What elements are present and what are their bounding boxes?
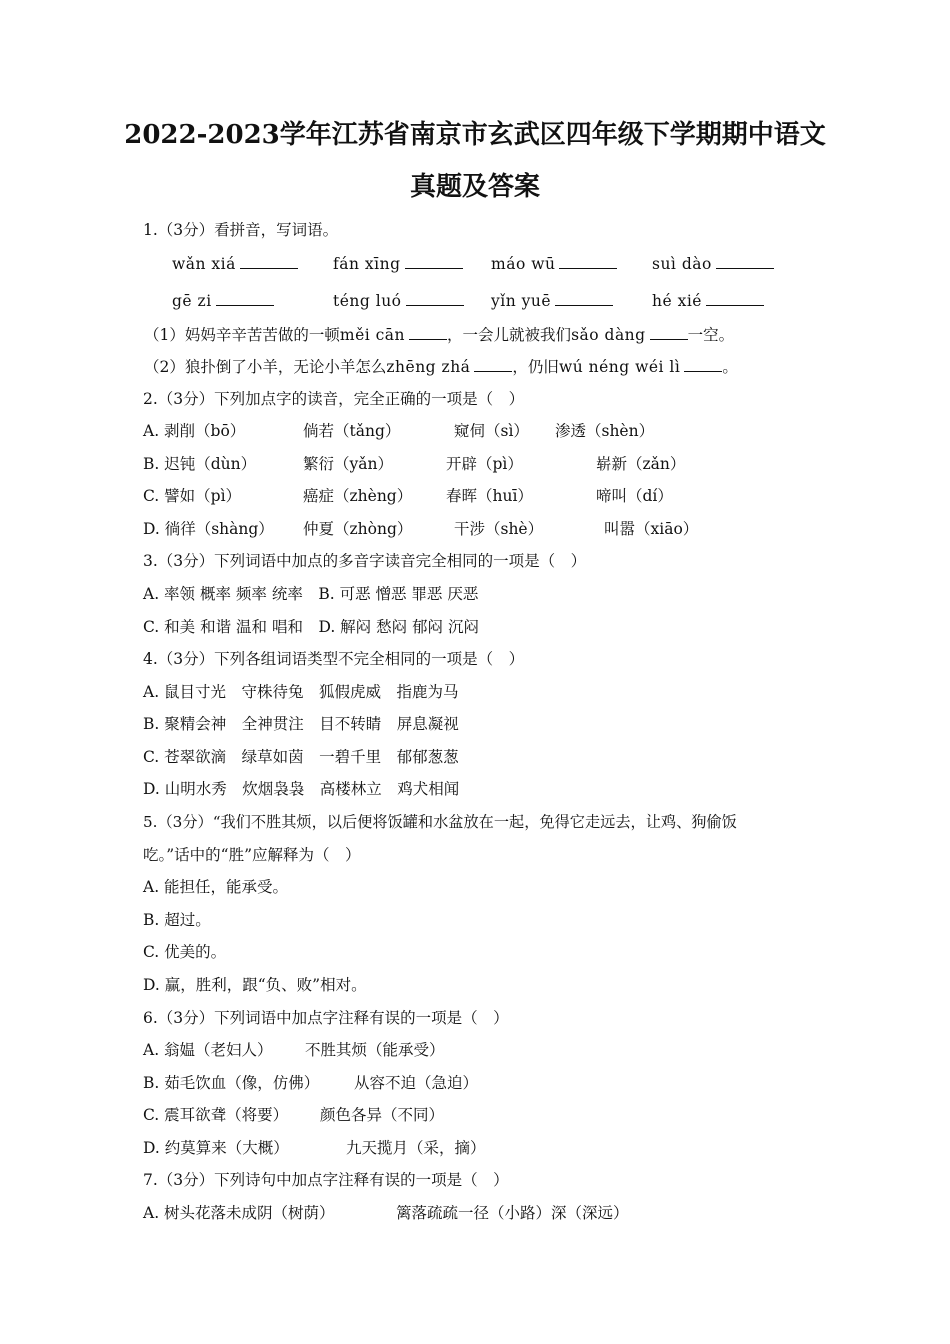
- question-6-option-a-second: 不胜其烦（能承受）: [305, 1041, 445, 1059]
- question-5-option-d[interactable]: D. 赢，胜利，跟“负、败”相对。: [143, 976, 367, 994]
- question-2-stem: 2.（3分）下列加点字的读音，完全正确的一项是（ ）: [143, 390, 525, 408]
- option-b-item: 崭新（zǎn）: [596, 455, 686, 473]
- answer-blank[interactable]: [216, 290, 274, 306]
- question-5-stem-line2: 吃。”话中的“胜”应解释为（ ）: [143, 846, 361, 864]
- question-5-option-c[interactable]: C. 优美的。: [143, 943, 227, 961]
- answer-blank[interactable]: [684, 356, 722, 372]
- pinyin-item: máo wū: [491, 253, 617, 274]
- question-3-stem: 3.（3分）下列词语中加点的多音字读音完全相同的一项是（ ）: [143, 552, 587, 570]
- option-d-item[interactable]: D. 徜徉（shàng）: [143, 520, 274, 538]
- question-1-sentence-2: （2）狼扑倒了小羊，无论小羊怎么zhēng zhá ，仍旧wú néng wéi lì 。: [144, 358, 738, 376]
- pinyin-item: suì dào: [652, 253, 774, 274]
- question-4-option-d[interactable]: D. 山明水秀 炊烟袅袅 高楼林立 鸡犬相闻: [143, 780, 460, 798]
- answer-blank[interactable]: [555, 290, 613, 306]
- question-3-options-ab[interactable]: A. 率领 概率 频率 统率 B. 可恶 憎恶 罪恶 厌恶: [143, 585, 479, 603]
- question-4-option-b[interactable]: B. 聚精会神 全神贯注 目不转睛 屏息凝视: [143, 715, 459, 733]
- option-b-item[interactable]: B. 迟钝（dùn）: [143, 455, 257, 473]
- answer-blank[interactable]: [650, 324, 688, 340]
- question-4-option-c[interactable]: C. 苍翠欲滴 绿草如茵 一碧千里 郁郁葱葱: [143, 748, 459, 766]
- question-4-stem: 4.（3分）下列各组词语类型不完全相同的一项是（ ）: [143, 650, 525, 668]
- question-6-option-c-second: 颜色各异（不同）: [320, 1106, 445, 1124]
- question-5-option-a[interactable]: A. 能担任，能承受。: [143, 878, 289, 896]
- answer-blank[interactable]: [409, 324, 447, 340]
- pinyin-item: wǎn xiá: [172, 253, 298, 274]
- option-c-item: 癌症（zhèng）: [303, 487, 413, 505]
- document-title-line1: 2022-2023学年江苏省南京市玄武区四年级下学期期中语文: [124, 120, 826, 150]
- option-b-item: 开辟（pì）: [446, 455, 523, 473]
- option-a-item: 倘若（tǎng）: [303, 422, 401, 440]
- question-6-option-c[interactable]: C. 震耳欲聋（将要）: [143, 1106, 289, 1124]
- option-a-item: 渗透（shèn）: [555, 422, 655, 440]
- answer-blank[interactable]: [559, 253, 617, 269]
- answer-blank[interactable]: [716, 253, 774, 269]
- question-6-option-b-second: 从容不迫（急迫）: [354, 1074, 479, 1092]
- option-b-item: 繁衍（yǎn）: [303, 455, 393, 473]
- question-6-option-b[interactable]: B. 茹毛饮血（像，仿佛）: [143, 1074, 320, 1092]
- answer-blank[interactable]: [240, 253, 298, 269]
- pinyin-item: gē zi: [172, 290, 274, 311]
- question-6-stem: 6.（3分）下列词语中加点字注释有误的一项是（ ）: [143, 1009, 509, 1027]
- option-c-item: 春晖（huī）: [446, 487, 533, 505]
- question-6-option-d-second: 九天揽月（采，摘）: [346, 1139, 486, 1157]
- answer-blank[interactable]: [706, 290, 764, 306]
- pinyin-item: yǐn yuē: [491, 290, 613, 311]
- question-1-sentence-1: （1）妈妈辛辛苦苦做的一顿měi cān ，一会儿就被我们sǎo dàng 一空。: [144, 326, 735, 344]
- option-c-item[interactable]: C. 譬如（pì）: [143, 487, 242, 505]
- question-7-stem: 7.（3分）下列诗句中加点字注释有误的一项是（ ）: [143, 1171, 509, 1189]
- question-7-option-a[interactable]: A. 树头花落未成阴（树荫）: [143, 1204, 335, 1222]
- pinyin-item: hé xié: [652, 290, 764, 311]
- option-d-item: 叫嚣（xiāo）: [604, 520, 699, 538]
- option-d-item: 干涉（shè）: [454, 520, 544, 538]
- option-d-item: 仲夏（zhòng）: [303, 520, 413, 538]
- question-5-stem-line1: 5.（3分）“我们不胜其烦，以后便将饭罐和水盆放在一起，免得它走远去，让鸡、狗偷饭: [143, 813, 737, 831]
- answer-blank[interactable]: [474, 356, 512, 372]
- pinyin-item: fán xīng: [333, 253, 463, 274]
- answer-blank[interactable]: [406, 290, 464, 306]
- question-4-option-a[interactable]: A. 鼠目寸光 守株待兔 狐假虎威 指鹿为马: [143, 683, 459, 701]
- pinyin-item: téng luó: [333, 290, 464, 311]
- option-a-item: 窥伺（sì）: [454, 422, 529, 440]
- question-6-option-d[interactable]: D. 约莫算来（大概）: [143, 1139, 289, 1157]
- option-a-item[interactable]: A. 剥削（bō）: [143, 422, 246, 440]
- option-c-item: 啼叫（dí）: [596, 487, 673, 505]
- question-1-stem: 1.（3分）看拼音，写词语。: [143, 221, 339, 239]
- answer-blank[interactable]: [405, 253, 463, 269]
- question-5-option-b[interactable]: B. 超过。: [143, 911, 211, 929]
- question-6-option-a[interactable]: A. 翁媪（老妇人）: [143, 1041, 273, 1059]
- document-title-line2: 真题及答案: [409, 172, 540, 202]
- question-3-options-cd[interactable]: C. 和美 和谐 温和 唱和 D. 解闷 愁闷 郁闷 沉闷: [143, 618, 479, 636]
- question-7-option-a-second: 篱落疏疏一径（小路）深（深远）: [396, 1204, 629, 1222]
